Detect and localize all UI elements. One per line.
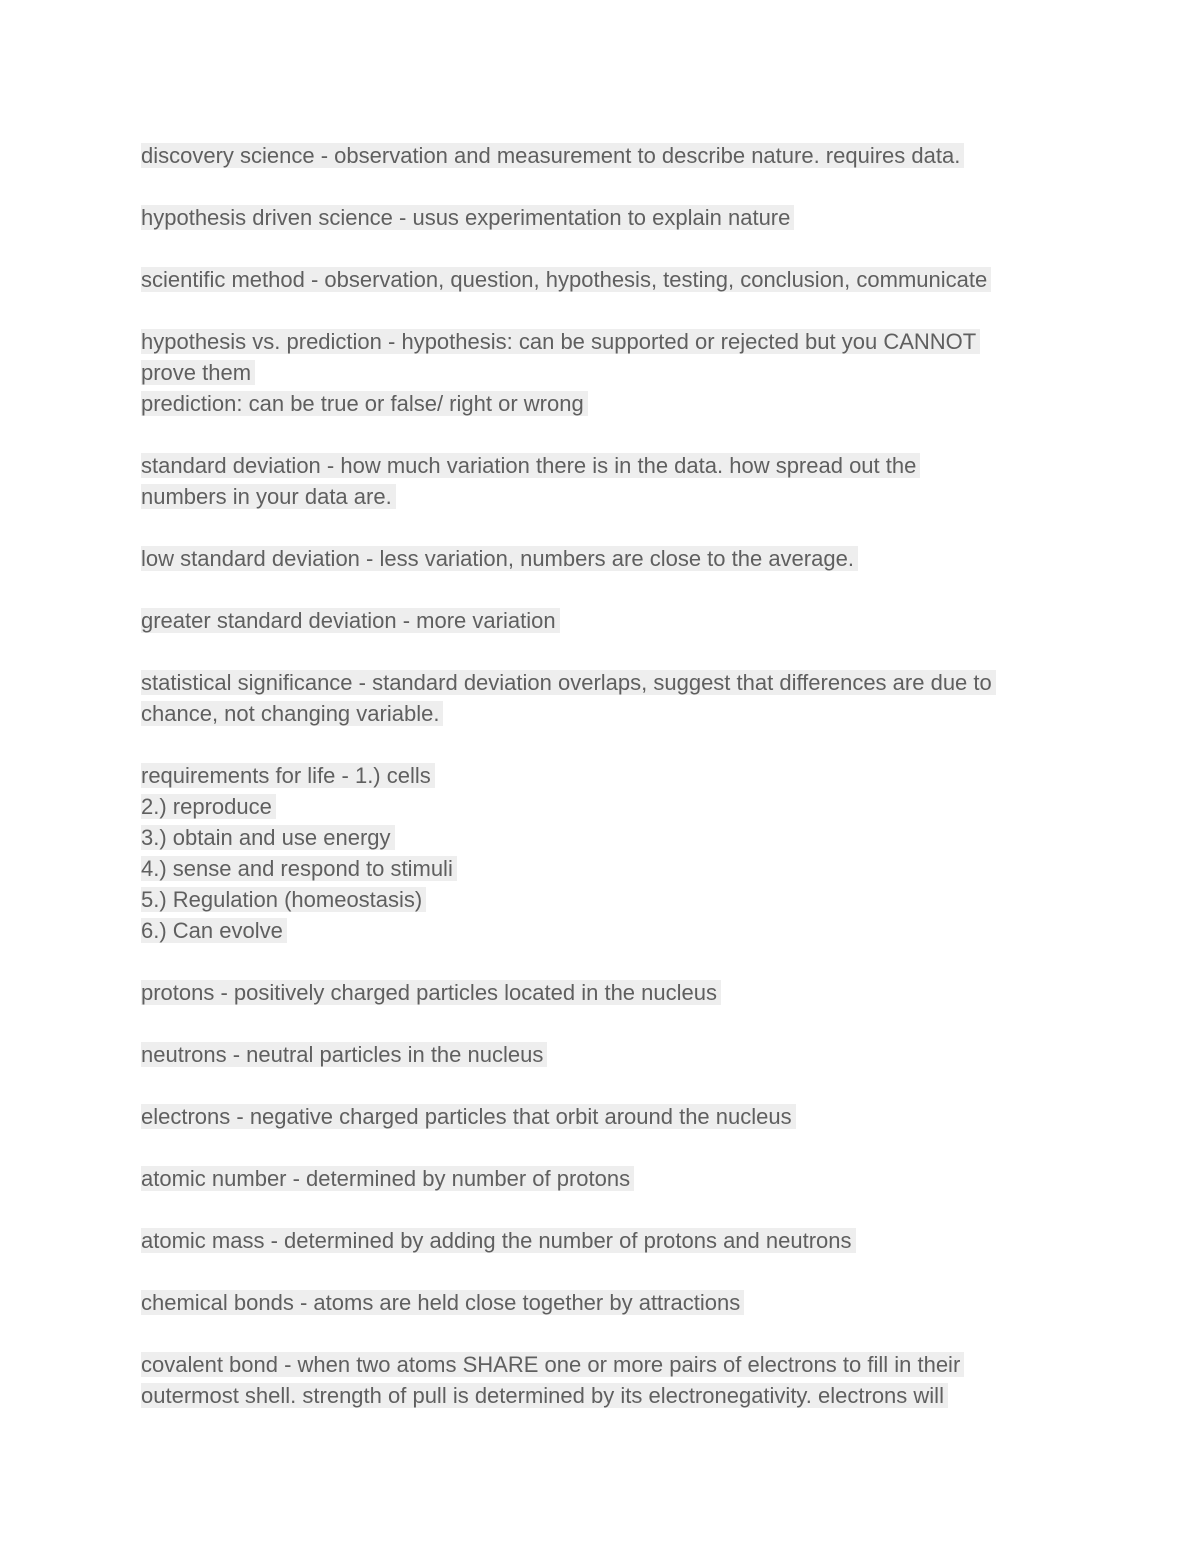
note-atomic-number <box>141 1163 1081 1194</box>
note-line: outermost shell. strength of pull is determined by its electronegativity. electrons will <box>141 1383 948 1408</box>
note-standard-deviation <box>141 450 1081 512</box>
note-atomic-mass <box>141 1225 1081 1256</box>
note-requirements-for-life <box>141 760 1081 946</box>
note-line: requirements for life - 1.) cells <box>141 763 435 788</box>
note-line: low standard deviation - less variation, numbers are close to the average. <box>141 546 858 571</box>
note-line: chemical bonds - atoms are held close together by attractions <box>141 1290 744 1315</box>
note-hypothesis-driven-science <box>141 202 1081 233</box>
note-hypothesis-vs-prediction <box>141 326 1081 419</box>
note-line: chance, not changing variable. <box>141 701 443 726</box>
note-scientific-method <box>141 264 1081 295</box>
note-line: hypothesis driven science - usus experimentation to explain nature <box>141 205 794 230</box>
note-protons <box>141 977 1081 1008</box>
note-line: electrons - negative charged particles that orbit around the nucleus <box>141 1104 796 1129</box>
note-line: hypothesis vs. prediction - hypothesis: can be supported or rejected but you CANNOT <box>141 329 980 354</box>
note-neutrons <box>141 1039 1081 1070</box>
notes-page <box>141 140 1081 1442</box>
note-electrons <box>141 1101 1081 1132</box>
note-line: covalent bond - when two atoms SHARE one or more pairs of electrons to fill in their <box>141 1352 964 1377</box>
note-line: 4.) sense and respond to stimuli <box>141 856 457 881</box>
note-line: standard deviation - how much variation there is in the data. how spread out the <box>141 453 920 478</box>
note-line: numbers in your data are. <box>141 484 396 509</box>
note-statistical-significance <box>141 667 1081 729</box>
note-line: prove them <box>141 360 255 385</box>
note-chemical-bonds <box>141 1287 1081 1318</box>
note-line: 5.) Regulation (homeostasis) <box>141 887 426 912</box>
note-line: prediction: can be true or false/ right or wrong <box>141 391 588 416</box>
note-line: scientific method - observation, question, hypothesis, testing, conclusion, communicate <box>141 267 991 292</box>
note-low-standard-deviation <box>141 543 1081 574</box>
note-line: discovery science - observation and measurement to describe nature. requires data. <box>141 143 964 168</box>
note-line: neutrons - neutral particles in the nucleus <box>141 1042 547 1067</box>
note-discovery-science <box>141 140 1081 171</box>
note-line: 6.) Can evolve <box>141 918 287 943</box>
note-line: atomic number - determined by number of protons <box>141 1166 634 1191</box>
note-line: atomic mass - determined by adding the number of protons and neutrons <box>141 1228 856 1253</box>
note-greater-standard-deviation <box>141 605 1081 636</box>
note-line: greater standard deviation - more variation <box>141 608 560 633</box>
note-line: statistical significance - standard deviation overlaps, suggest that differences are due to <box>141 670 996 695</box>
note-line: 2.) reproduce <box>141 794 276 819</box>
note-line: 3.) obtain and use energy <box>141 825 395 850</box>
note-covalent-bond <box>141 1349 1081 1411</box>
note-line: protons - positively charged particles located in the nucleus <box>141 980 721 1005</box>
